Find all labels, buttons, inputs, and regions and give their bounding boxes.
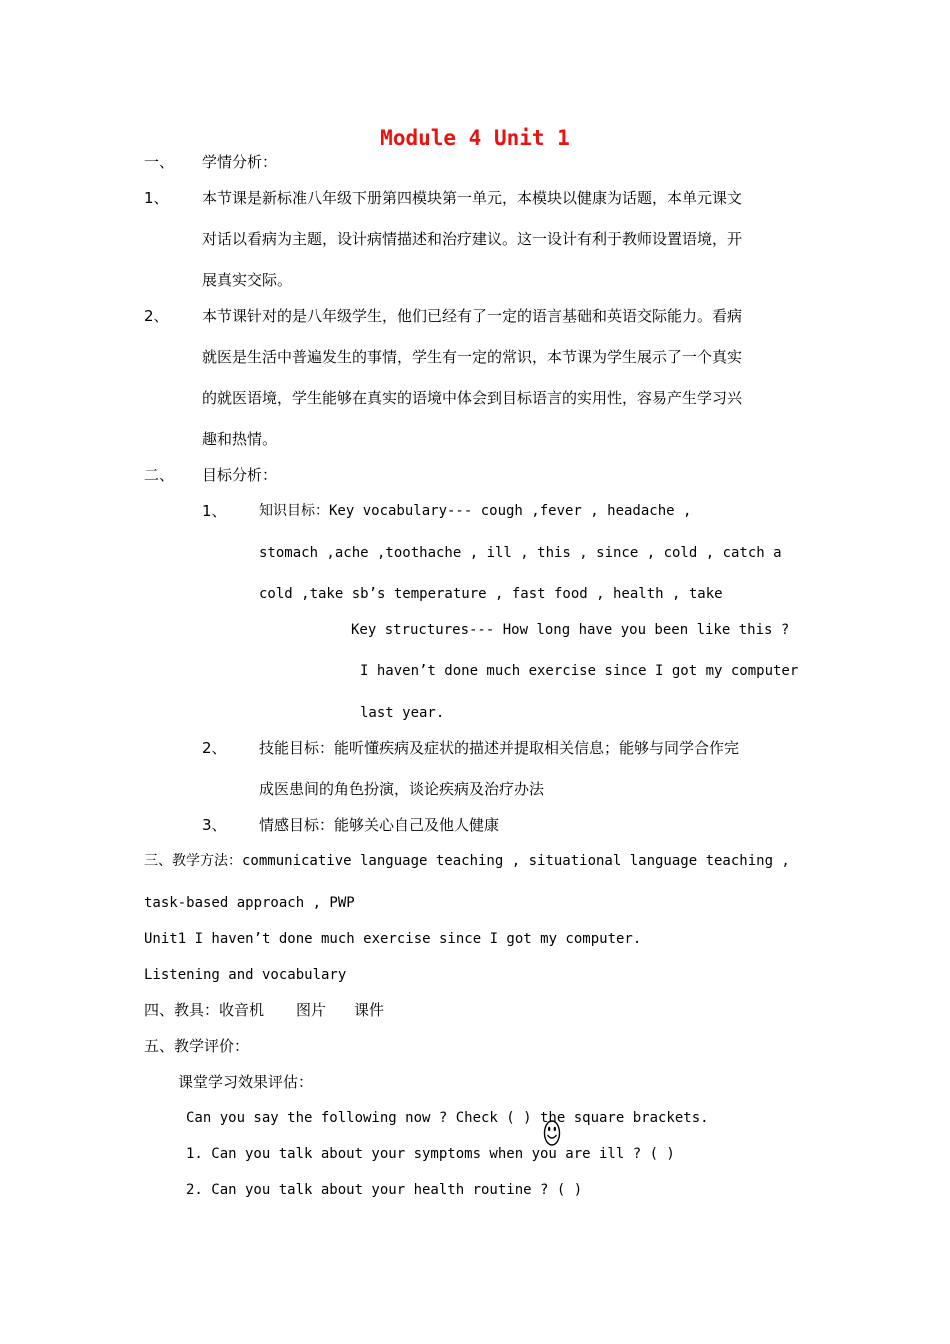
section1-item1-mark: 1、 xyxy=(144,189,169,207)
smiley-face-icon xyxy=(542,1118,562,1148)
skill-goal-line1: 技能目标：能听懂疾病及症状的描述并提取相关信息；能够与同学合作完 xyxy=(259,739,740,757)
section1-item1-line3: 展真实交际。 xyxy=(202,271,293,289)
knowledge-goal-mark: 1、 xyxy=(202,502,227,520)
lesson-type-line: Listening and vocabulary xyxy=(144,967,347,983)
emotion-goal-line1: 情感目标：能够关心自己及他人健康 xyxy=(259,816,500,834)
teaching-aids-prefix: 四、教具：收音机 xyxy=(144,1001,265,1019)
key-structures-line3: last year. xyxy=(360,705,445,721)
knowledge-goal-line3: cold ,take sb’s temperature , fast food , health , take xyxy=(259,586,723,602)
section1-item2-line3: 的就医语境，学生能够在真实的语境中体会到目标语言的实用性，容易产生学习兴 xyxy=(202,389,743,407)
knowledge-goal-line2: stomach ,ache ,toothache , ill , this , since , cold , catch a xyxy=(259,545,782,561)
section2-heading: 目标分析： xyxy=(202,466,278,484)
assessment-subheading: 课堂学习效果评估： xyxy=(178,1073,314,1091)
section1-item1-line2: 对话以看病为主题，设计病情描述和治疗建议。这一设计有利于教师设置语境，开 xyxy=(202,230,743,248)
section1-item1-line1: 本节课是新标准八年级下册第四模块第一单元，本模块以健康为话题，本单元课文 xyxy=(202,189,743,207)
teaching-aid-pictures: 图片 xyxy=(296,1001,327,1019)
section3-line1: 三、教学方法：communicative language teaching , situational language teaching , xyxy=(144,853,790,869)
key-structures-line1: Key structures--- How long have you been like this ? xyxy=(351,622,790,638)
check-instruction: Can you say the following now ? Check ( ) the square brackets. xyxy=(186,1110,709,1126)
section1-item2-line4: 趣和热情。 xyxy=(202,430,278,448)
section1-item2-line1: 本节课针对的是八年级学生，他们已经有了一定的语言基础和英语交际能力。看病 xyxy=(202,307,743,325)
document-title: Module 4 Unit 1 xyxy=(380,126,570,150)
skill-goal-line2: 成医患间的角色扮演，谈论疾病及治疗办法 xyxy=(259,780,545,798)
skill-goal-mark: 2、 xyxy=(202,739,227,757)
section3-line2: task-based approach , PWP xyxy=(144,895,355,911)
section1-mark: 一、 xyxy=(144,153,175,171)
unit-title-line: Unit1 I haven’t done much exercise since I got my computer. xyxy=(144,931,642,947)
key-structures-line2: I haven’t done much exercise since I got my computer xyxy=(360,663,799,679)
teaching-aid-courseware: 课件 xyxy=(354,1001,385,1019)
knowledge-goal-line1: 知识目标：Key vocabulary--- cough ,fever , headache , xyxy=(259,503,692,519)
section5-heading: 五、教学评价： xyxy=(144,1037,250,1055)
question-1: 1. Can you talk about your symptoms when you are ill ? ( ) xyxy=(186,1146,675,1162)
section1-item2-mark: 2、 xyxy=(144,307,169,325)
section1-heading: 学情分析： xyxy=(202,153,278,171)
question-2: 2. Can you talk about your health routine ? ( ) xyxy=(186,1182,583,1198)
emotion-goal-mark: 3、 xyxy=(202,816,227,834)
section2-mark: 二、 xyxy=(144,466,175,484)
section1-item2-line2: 就医是生活中普遍发生的事情，学生有一定的常识，本节课为学生展示了一个真实 xyxy=(202,348,743,366)
